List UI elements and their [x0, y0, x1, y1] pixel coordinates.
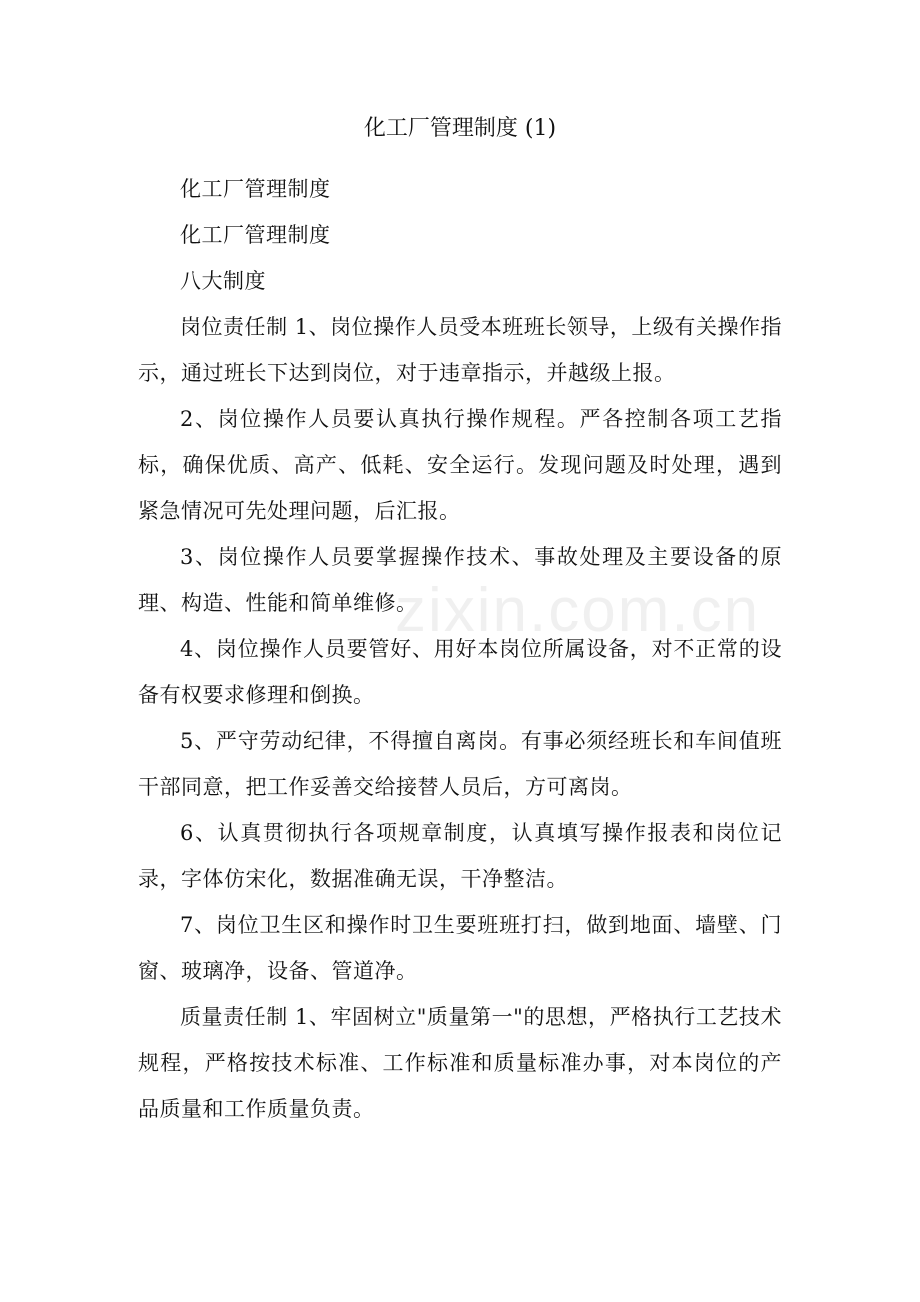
paragraph: 3、岗位操作人员要掌握操作技术、事故处理及主要设备的原理、构造、性能和简单维修。	[138, 545, 782, 615]
paragraph: 八大制度	[180, 269, 266, 293]
paragraph: 4、岗位操作人员要管好、用好本岗位所属设备，对不正常的设备有权要求修理和倒换。	[138, 637, 782, 707]
paragraph: 岗位责任制 1、岗位操作人员受本班班长领导，上级有关操作指示，通过班长下达到岗位，对于违章指示，并越级上报。	[138, 315, 782, 385]
paragraph: 质量责任制 1、牢固树立"质量第一"的思想，严格执行工艺技术规程，严格按技术标准、工作标准和质量标准办事，对本岗位的产品质量和工作质量负责。	[138, 1005, 782, 1121]
document-body	[138, 166, 782, 1132]
paragraph: 5、严守劳动纪律，不得擅自离岗。有事必须经班长和车间值班干部同意，把工作妥善交给接替人员后，方可离岗。	[138, 729, 782, 799]
paragraph: 2、岗位操作人员要认真执行操作规程。严各控制各项工艺指标，确保优质、高产、低耗、安全运行。发现问题及时处理，遇到紧急情况可先处理问题，后汇报。	[138, 407, 782, 523]
page-title: 化工厂管理制度 (1)	[363, 116, 557, 141]
watermark: zixin.com.cn	[395, 576, 761, 645]
paragraph: 6、认真贯彻执行各项规章制度，认真填写操作报表和岗位记录，字体仿宋化，数据准确无误，干净整洁。	[138, 821, 782, 891]
paragraph: 化工厂管理制度	[180, 223, 331, 247]
paragraph: 化工厂管理制度	[180, 177, 331, 201]
paragraph: 7、岗位卫生区和操作时卫生要班班打扫，做到地面、墙壁、门窗、玻璃净，设备、管道净。	[138, 913, 782, 983]
